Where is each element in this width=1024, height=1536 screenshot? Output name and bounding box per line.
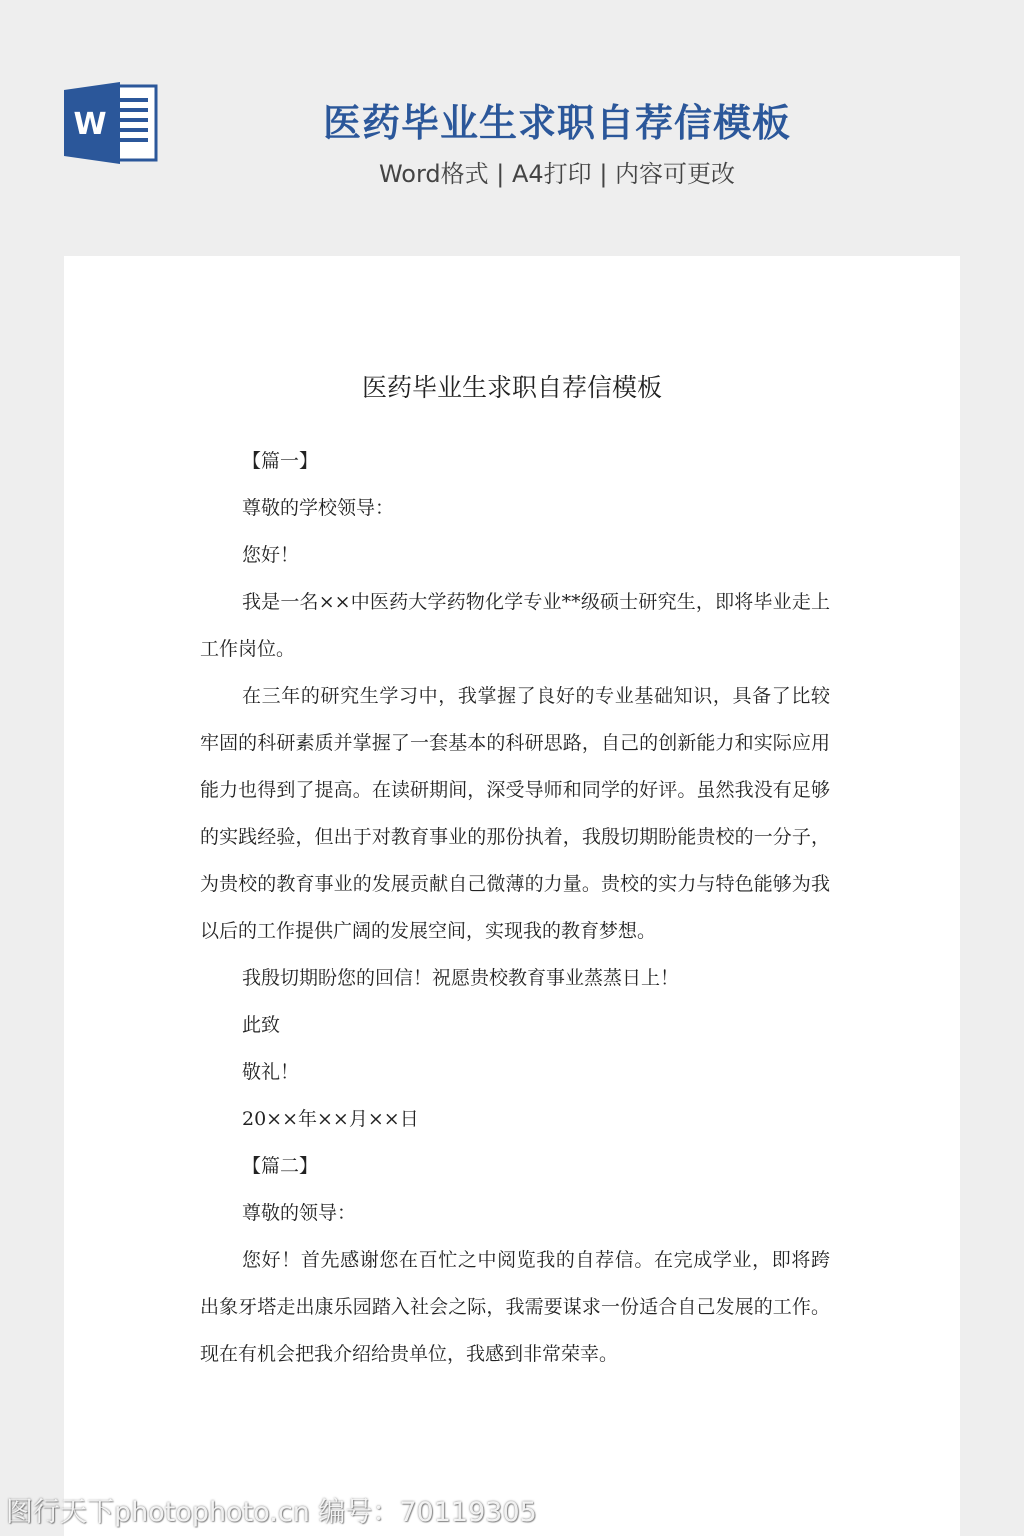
body-paragraph: 我殷切期盼您的回信！祝愿贵校教育事业蒸蒸日上！ bbox=[242, 967, 680, 989]
header-subtitle: Word格式 | A4打印 | 内容可更改 bbox=[378, 160, 736, 188]
document-body bbox=[200, 438, 830, 1378]
closing: 此致 bbox=[242, 1014, 281, 1036]
body-paragraph: 您好！首先感谢您在百忙之中阅览我的自荐信。在完成学业，即将跨出象牙塔走出康乐园踏入社会之际，我需要谋求一份适合自己发展的工作。现在有机会把我介绍给贵单位，我感到非常荣幸。 bbox=[200, 1249, 830, 1365]
date-line: 20××年××月××日 bbox=[242, 1108, 419, 1130]
watermark: 图行天下photophoto.cn 编号：70119305 bbox=[6, 1497, 537, 1528]
section-marker: 【篇一】 bbox=[242, 450, 319, 472]
header-title: 医药毕业生求职自荐信模板 bbox=[322, 101, 791, 145]
header bbox=[0, 0, 1024, 250]
section-marker: 【篇二】 bbox=[242, 1155, 319, 1177]
salutation: 尊敬的学校领导： bbox=[242, 497, 395, 519]
closing: 敬礼！ bbox=[242, 1061, 300, 1083]
salutation: 尊敬的领导： bbox=[242, 1202, 357, 1224]
word-icon bbox=[64, 82, 158, 164]
document-title: 医药毕业生求职自荐信模板 bbox=[361, 373, 662, 402]
svg-text:W: W bbox=[73, 107, 107, 142]
body-paragraph: 在三年的研究生学习中，我掌握了良好的专业基础知识，具备了比较牢固的科研素质并掌握了一套基本的科研思路，自己的创新能力和实际应用能力也得到了提高。在读研期间，深受导师和同学的好评。虽然我没有足够的实践经验，但出于对教育事业的那份执着，我殷切期盼能贵校的一分子，为贵校的教育事业的发展贡献自己微薄的力量。贵校的实力与特色能够为我以后的工作提供广阔的发展空间，实现我的教育梦想。 bbox=[200, 685, 830, 942]
greeting: 您好！ bbox=[242, 544, 300, 566]
body-paragraph: 我是一名××中医药大学药物化学专业**级硕士研究生，即将毕业走上工作岗位。 bbox=[200, 591, 830, 660]
